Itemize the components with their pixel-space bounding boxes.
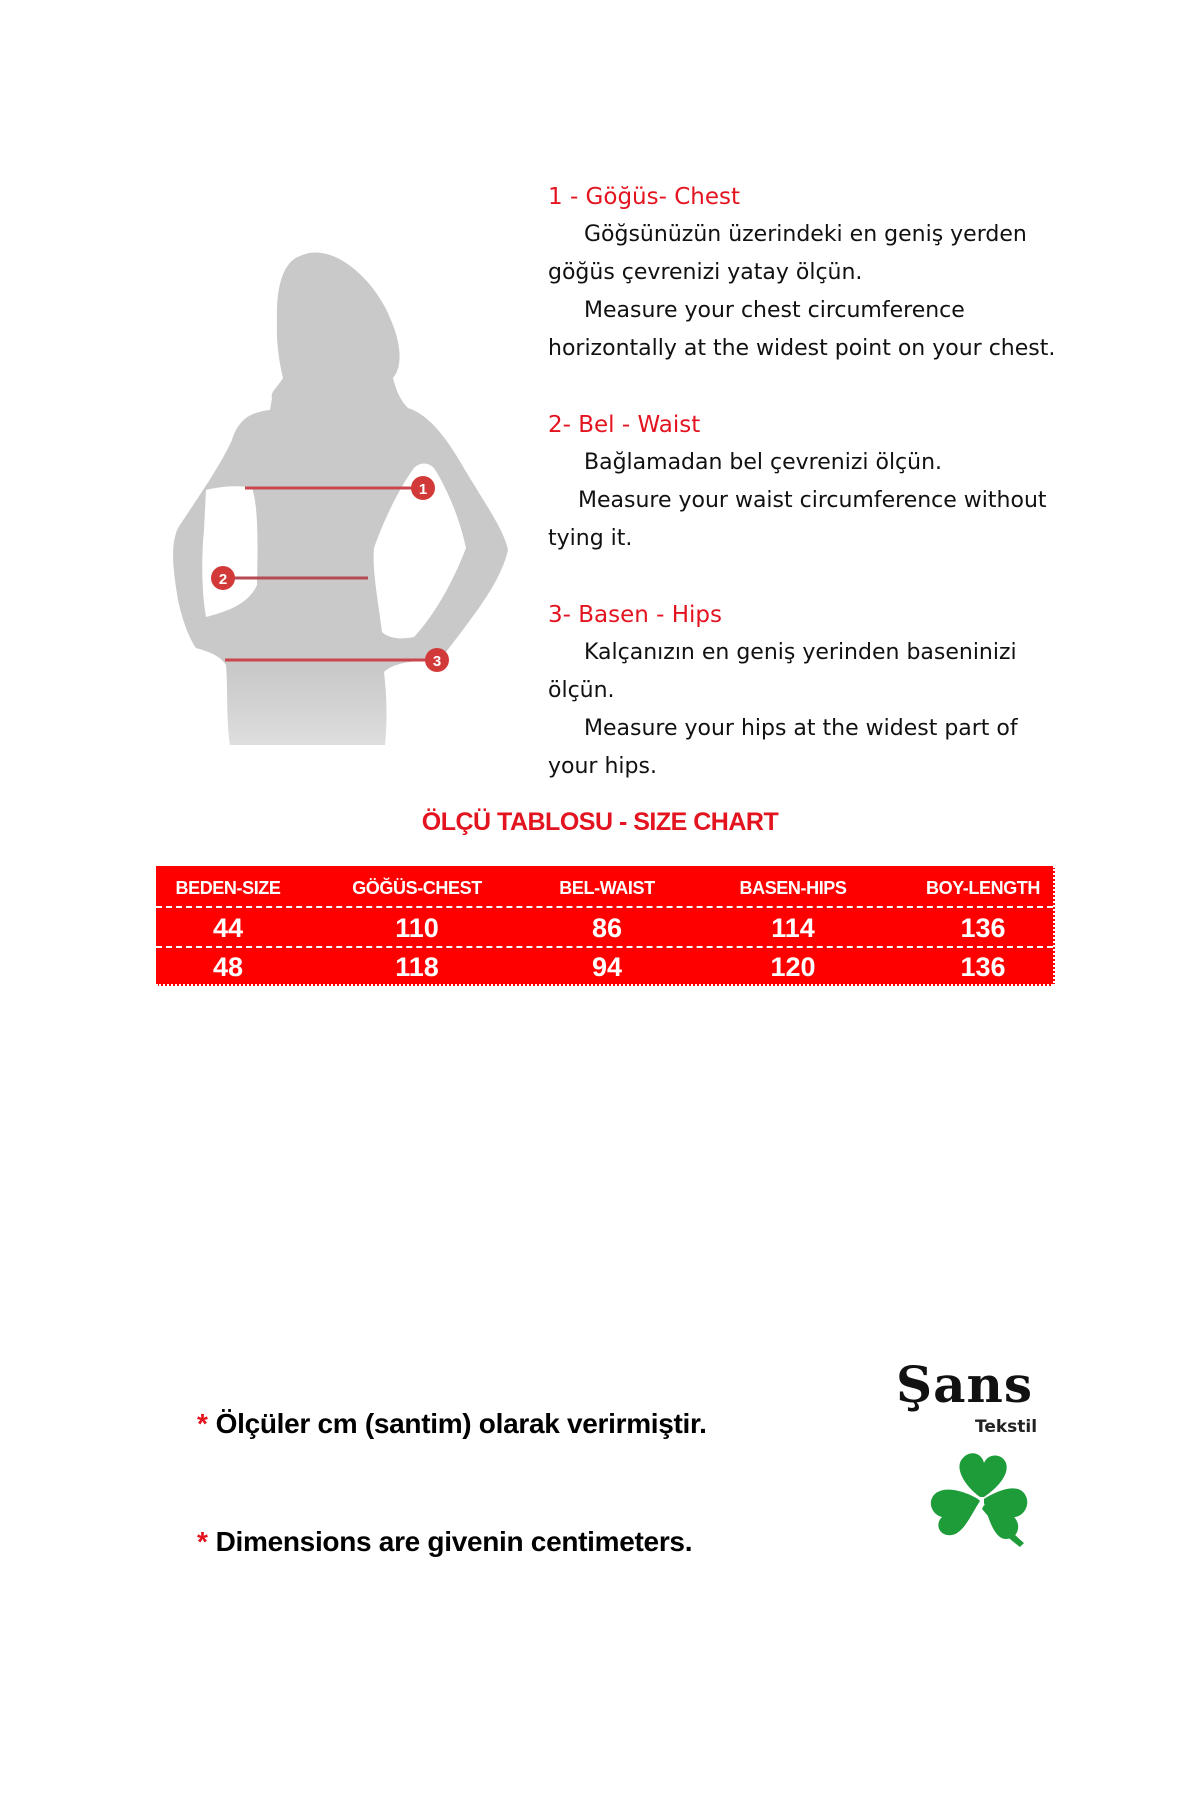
section-title: 2- Bel - Waist	[548, 412, 701, 438]
instruction-en: Measure your waist circumference without	[578, 488, 1047, 513]
guide-section-waist	[548, 406, 1168, 558]
instruction-en: Measure your chest circumference	[584, 298, 965, 323]
cell-waist: 94	[591, 952, 623, 982]
instruction-en: your hips.	[548, 754, 657, 779]
instruction-en: tying it.	[548, 526, 633, 551]
header-chest: GÖĞÜS-CHEST	[352, 878, 482, 898]
header-hips: BASEN-HIPS	[739, 878, 847, 898]
row-divider	[156, 946, 1053, 948]
brand-logo	[890, 1355, 1060, 1555]
svg-text:1: 1	[418, 481, 428, 498]
four-leaf-clover-icon	[926, 1447, 1038, 1551]
guide-section-hips	[548, 596, 1168, 786]
table-bottom-border	[156, 984, 1053, 986]
svg-text:3: 3	[432, 653, 442, 670]
cell-chest: 118	[395, 952, 439, 982]
note-en	[197, 1526, 692, 1558]
cell-size: 48	[212, 952, 244, 982]
size-chart-title: ÖLÇÜ TABLOSU - SIZE CHART	[421, 808, 779, 836]
instruction-tr: Göğsünüzün üzerindeki en geniş yerden	[584, 222, 1027, 247]
asterisk: *	[197, 1526, 208, 1557]
brand-name: Şans	[896, 1355, 1034, 1414]
header-waist: BEL-WAIST	[559, 878, 655, 898]
cell-length: 136	[960, 952, 1006, 982]
body-measurement-figure	[150, 240, 530, 750]
instruction-tr: Bağlamadan bel çevrenizi ölçün.	[584, 450, 943, 475]
guide-section-chest	[548, 178, 1168, 368]
cell-waist: 86	[591, 913, 623, 943]
brand-subtitle: Tekstil	[975, 1417, 1038, 1437]
asterisk: *	[197, 1408, 208, 1439]
cell-size: 44	[212, 913, 244, 943]
silhouette	[173, 252, 508, 745]
note-tr	[197, 1408, 707, 1440]
instruction-tr: ölçün.	[548, 678, 615, 703]
cell-chest: 110	[395, 913, 439, 943]
cell-hips: 114	[771, 913, 815, 943]
instruction-en: Measure your hips at the widest part of	[584, 716, 1018, 741]
cell-length: 136	[960, 913, 1006, 943]
section-title: 3- Basen - Hips	[548, 602, 723, 628]
cell-hips: 120	[770, 952, 816, 982]
header-length: BOY-LENGTH	[925, 878, 1041, 898]
size-table	[156, 866, 1055, 986]
instruction-tr: Kalçanızın en geniş yerinden baseninizi	[584, 640, 1017, 665]
instruction-en: horizontally at the widest point on your chest.	[548, 336, 1056, 361]
instruction-tr: göğüs çevrenizi yatay ölçün.	[548, 260, 863, 285]
row-divider	[156, 906, 1053, 908]
marker-1-icon	[411, 476, 435, 500]
measurement-guide	[548, 178, 1168, 786]
section-title: 1 - Göğüs- Chest	[548, 184, 741, 210]
note-text: Ölçüler cm (santim) olarak verirmiştir.	[215, 1408, 707, 1439]
marker-2-icon	[211, 566, 235, 590]
svg-text:2: 2	[218, 571, 228, 588]
marker-3-icon	[425, 648, 449, 672]
note-text: Dimensions are givenin centimeters.	[215, 1526, 693, 1557]
header-size: BEDEN-SIZE	[175, 878, 281, 898]
